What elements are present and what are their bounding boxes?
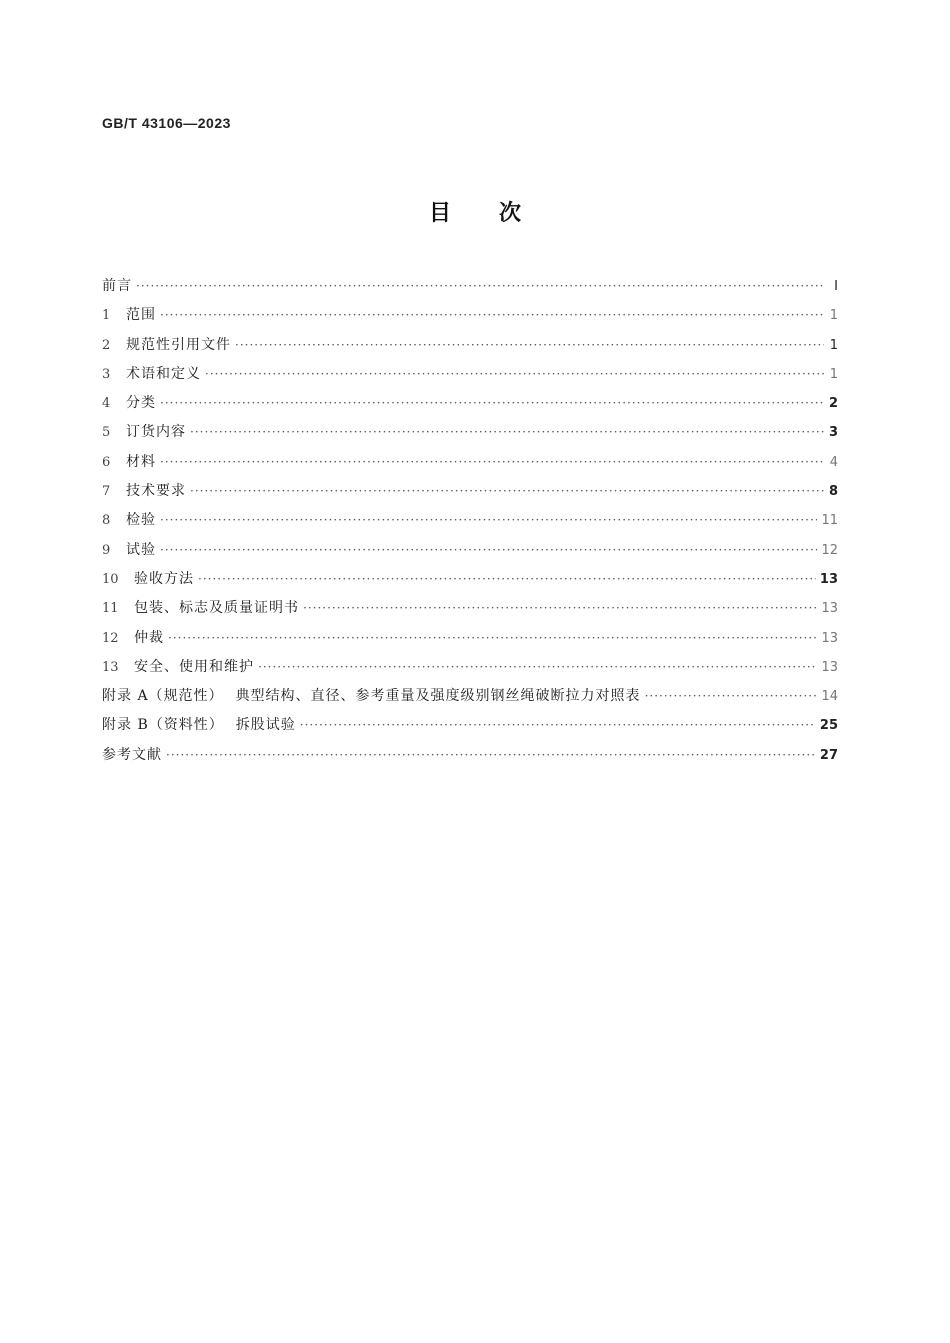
toc-entry-page: 13 [819, 571, 838, 587]
toc-entry-page: 2 [828, 396, 838, 412]
toc-entry-page: 13 [821, 601, 838, 617]
toc-leader-dots [160, 538, 817, 562]
toc-entry-label: 安全、使用和维护 [134, 658, 254, 675]
toc-entry-page: Ⅰ [834, 279, 838, 294]
toc-entry-page: 14 [821, 689, 838, 705]
toc-entry-number: 6 [102, 454, 111, 470]
toc-entry-page: 4 [829, 454, 838, 470]
toc-entry-number: 5 [102, 425, 111, 441]
toc-entry-10[interactable] [102, 567, 838, 596]
toc-entry-references[interactable] [102, 743, 838, 772]
toc-entry-label: 试验 [126, 541, 156, 558]
toc-entry-number: 1 [102, 308, 111, 324]
toc-entry-9[interactable] [102, 538, 838, 567]
toc-entry-number: 2 [102, 337, 111, 353]
toc-entry-11[interactable] [102, 596, 838, 625]
toc-entry-page: 1 [829, 308, 838, 324]
toc-entry-number: 3 [102, 366, 111, 382]
toc-entry-page: 1 [829, 366, 838, 382]
toc-leader-dots [303, 596, 817, 620]
toc-leader-dots [166, 743, 816, 767]
toc-appendix-type: 附录 B（资料性） [102, 717, 224, 734]
toc-entry-page: 3 [828, 425, 838, 441]
toc-entry-label: 检验 [126, 512, 156, 529]
toc-appendix-type: 附录 A（规范性） [102, 688, 224, 705]
toc-entry-number: 4 [102, 396, 111, 412]
toc-entry-number: 9 [102, 542, 111, 558]
toc-entry-appendix-a[interactable] [102, 684, 838, 713]
toc-entry-number: 11 [102, 601, 119, 617]
toc-leader-dots [160, 391, 824, 415]
toc-leader-dots [190, 479, 824, 503]
toc-entry-label: 参考文献 [102, 746, 162, 763]
toc-entry-label: 材料 [126, 453, 156, 470]
toc-entry-page: 25 [819, 718, 838, 734]
toc-entry-label: 技术要求 [126, 483, 186, 500]
toc-entry-appendix-b[interactable] [102, 713, 838, 742]
toc-entry-1[interactable] [102, 303, 838, 332]
toc-leader-dots [258, 655, 817, 679]
toc-entry-7[interactable] [102, 479, 838, 508]
toc-entry-page: 11 [821, 513, 838, 529]
table-of-contents [102, 274, 838, 772]
toc-leader-dots [205, 362, 824, 386]
toc-entry-number: 13 [102, 659, 119, 675]
toc-leader-dots [235, 333, 824, 357]
toc-entry-4[interactable] [102, 391, 838, 420]
toc-entry-page: 27 [819, 747, 838, 763]
toc-entry-label: 分类 [126, 395, 156, 412]
toc-leader-dots [160, 450, 824, 474]
toc-entry-page: 1 [829, 337, 838, 353]
toc-entry-6[interactable] [102, 450, 838, 479]
toc-entry-label: 仲裁 [134, 629, 164, 646]
toc-entry-5[interactable] [102, 420, 838, 449]
toc-leader-dots [136, 274, 824, 298]
toc-entry-number: 7 [102, 484, 111, 500]
toc-entry-number: 10 [102, 571, 119, 587]
toc-leader-dots [160, 303, 824, 327]
toc-entry-label: 拆股试验 [235, 717, 296, 734]
toc-entry-page: 13 [821, 659, 838, 675]
toc-leader-dots [198, 567, 816, 591]
page-title: 目次 [428, 201, 569, 226]
toc-entry-2[interactable] [102, 333, 838, 362]
toc-leader-dots [190, 420, 824, 444]
toc-entry-label: 前言 [102, 278, 132, 294]
toc-entry-page: 12 [821, 542, 838, 558]
standard-code: GB/T 43106—2023 [102, 115, 231, 131]
toc-leader-dots [160, 508, 817, 532]
toc-entry-label: 范围 [126, 307, 156, 324]
toc-entry-label: 典型结构、直径、参考重量及强度级别钢丝绳破断拉力对照表 [235, 688, 641, 705]
toc-entry-label: 包装、标志及质量证明书 [134, 600, 299, 617]
toc-entry-13[interactable] [102, 655, 838, 684]
toc-entry-8[interactable] [102, 508, 838, 537]
toc-leader-dots [300, 713, 816, 737]
toc-entry-number: 8 [102, 513, 111, 529]
toc-entry-12[interactable] [102, 626, 838, 655]
toc-entry-label: 订货内容 [126, 424, 186, 441]
toc-leader-dots [168, 626, 817, 650]
toc-entry-3[interactable] [102, 362, 838, 391]
toc-leader-dots [645, 684, 818, 708]
toc-entry-label: 验收方法 [134, 570, 194, 587]
toc-entry-page: 13 [821, 630, 838, 646]
toc-entry-label: 规范性引用文件 [126, 336, 231, 353]
toc-entry-page: 8 [828, 484, 838, 500]
toc-entry-foreword[interactable] [102, 274, 838, 303]
toc-entry-number: 12 [102, 630, 119, 646]
toc-entry-label: 术语和定义 [126, 365, 201, 382]
